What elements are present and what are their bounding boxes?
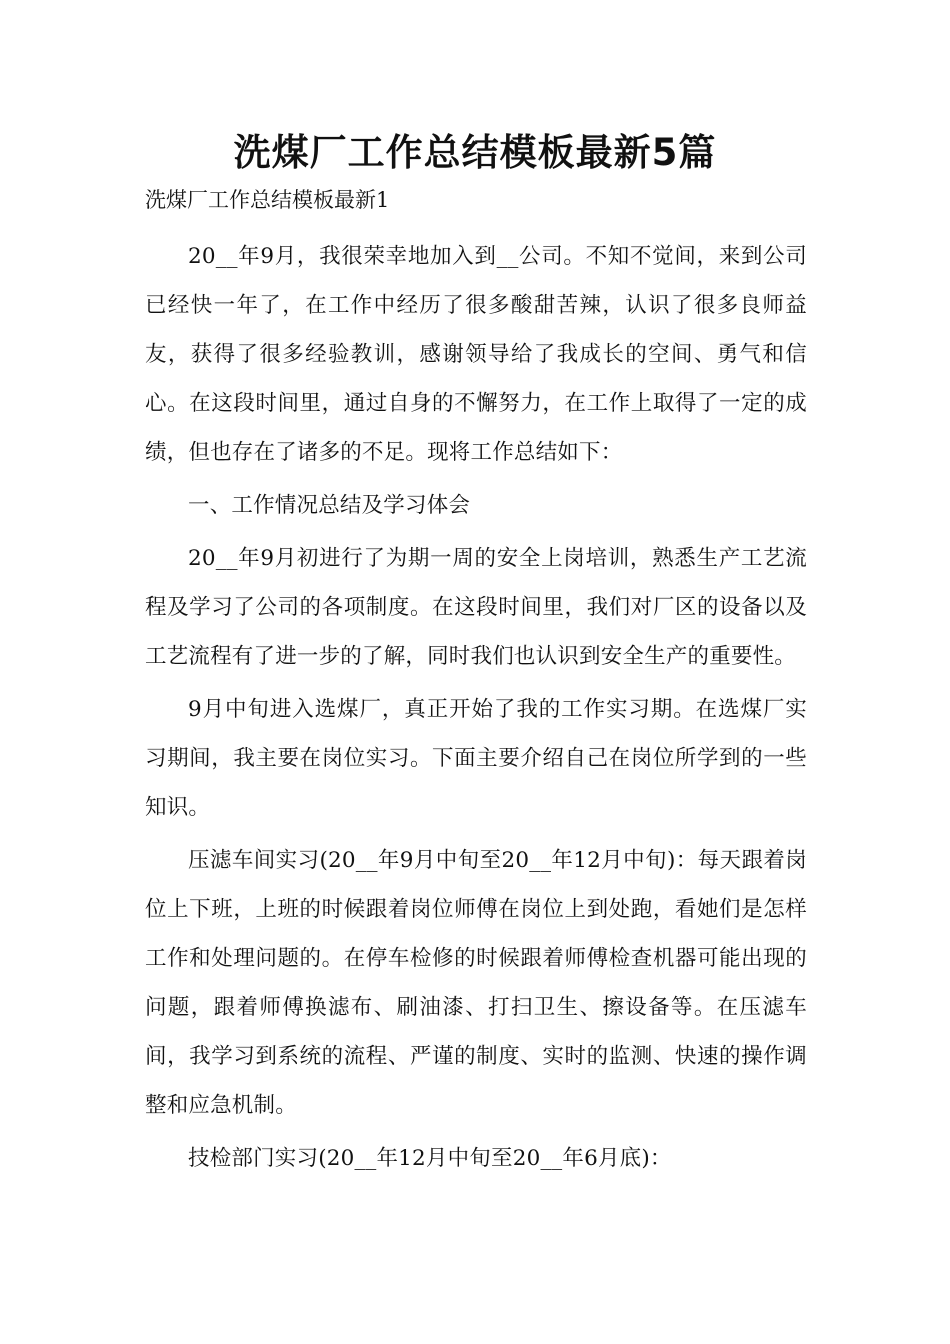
paragraph-internship: 9月中旬进入选煤厂，真正开始了我的工作实习期。在选煤厂实习期间，我主要在岗位实习。下面主要介绍自己在岗位所学到的一些知识。 xyxy=(145,697,807,820)
document-title: 洗煤厂工作总结模板最新5篇 xyxy=(233,131,717,174)
paragraph-intro: 20__年9月，我很荣幸地加入到__公司。不知不觉间，来到公司已经快一年了，在工作中经历了很多酸甜苦辣，认识了很多良师益友，获得了很多经验教训，感谢领导给了我成长的空间、勇气和信心。在这段时间里，通过自身的不懈努力，在工作上取得了一定的成绩，但也存在了诸多的不足。现将工作总结如下： xyxy=(145,244,807,465)
paragraph-training: 20__年9月初进行了为期一周的安全上岗培训，熟悉生产工艺流程及学习了公司的各项制度。在这段时间里，我们对厂区的设备以及工艺流程有了进一步的了解，同时我们也认识到安全生产的重要性。 xyxy=(145,546,807,669)
document-body xyxy=(145,232,807,1187)
document-subtitle: 洗煤厂工作总结模板最新1 xyxy=(145,188,390,212)
paragraph-filter-press: 压滤车间实习(20__年9月中旬至20__年12月中旬)：每天跟着岗位上下班，上班的时候跟着岗位师傅在岗位上到处跑，看她们是怎样工作和处理问题的。在停车检修的时候跟着师傅检查机器可能出现的问题，跟着师傅换滤布、刷油漆、打扫卫生、擦设备等。在压滤车间，我学习到系统的流程、严谨的制度、实时的监测、快速的操作调整和应急机制。 xyxy=(145,848,807,1118)
paragraph-technical-inspection: 技检部门实习(20__年12月中旬至20__年6月底)： xyxy=(188,1146,672,1171)
section-heading: 一、工作情况总结及学习体会 xyxy=(188,493,471,518)
